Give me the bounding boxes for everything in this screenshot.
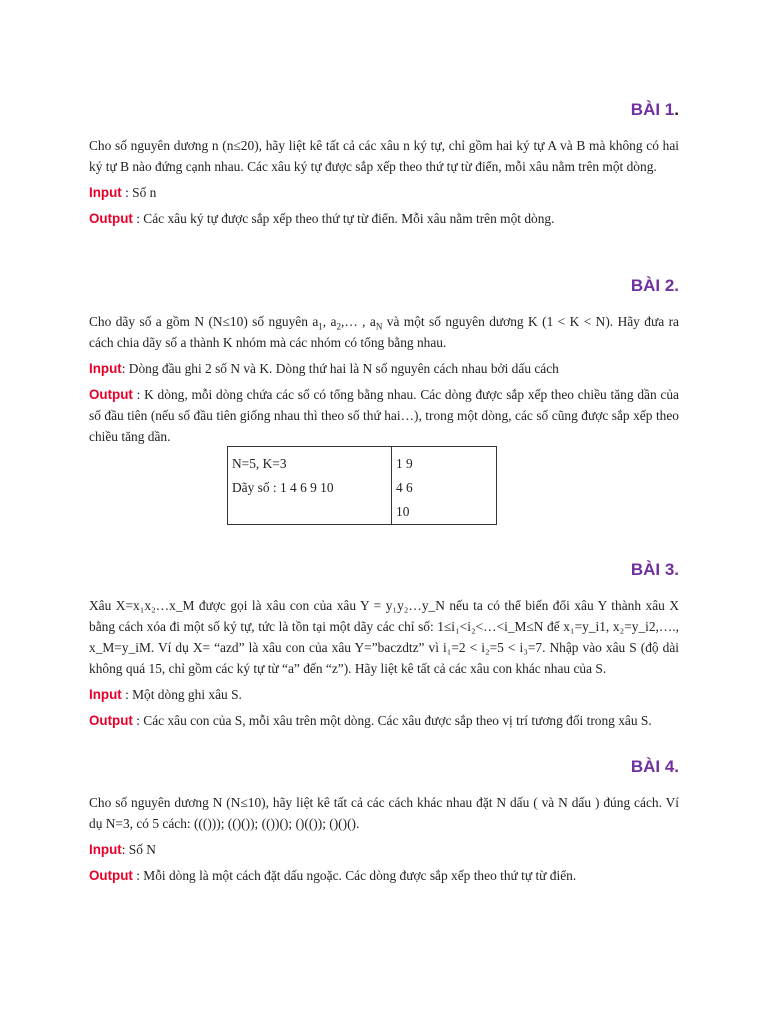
input-label: Input [89, 842, 122, 857]
input-spec: Input: Số N [89, 842, 156, 857]
output-label: Output [89, 387, 133, 402]
section-heading: BÀI 4. [630, 757, 679, 776]
input-label: Input [89, 185, 122, 200]
section-bai-1 [89, 99, 679, 229]
output-spec: Output : Các xâu con của S, mỗi xâu trên một dòng. Các xâu được sắp theo vị trí tương đối trong xâu S. [89, 713, 652, 728]
example-table [227, 446, 497, 525]
input-spec: Input: Dòng đầu ghi 2 số N và K. Dòng thứ hai là N số nguyên cách nhau bởi dấu cách [89, 361, 559, 376]
input-label: Input [89, 687, 122, 702]
section-heading: BÀI 2. [630, 276, 679, 295]
section-heading: BÀI 3. [630, 560, 679, 579]
output-spec: Output : Mỗi dòng là một cách đặt dấu ngoặc. Các dòng được sắp xếp theo thứ tự từ điển. [89, 868, 577, 883]
example-input-cell: N=5, K=3 Dãy số : 1 4 6 9 10 [228, 447, 392, 525]
problem-description: Cho dãy số a gồm N (N≤10) số nguyên $a_1$, $a_2,\dots$ , $a_N$ và một số nguyên dương K (1 < K < N). Hãy đưa ra cách chia dãy số a thành K nhóm mà các nhóm có tổng bằng nhau. [89, 314, 679, 350]
section-bai-2 [89, 275, 679, 447]
output-label: Output [89, 713, 133, 728]
input-spec: Input : Số n [89, 185, 157, 200]
section-bai-4 [89, 756, 679, 886]
problem-description: Cho số nguyên dương n (n≤20), hãy liệt kê tất cả các xâu n ký tự, chỉ gồm hai ký tự A và B mà không có hai ký tự B nào đứng cạnh nhau. Các xâu ký tự được sắp xếp theo thứ tự từ điển, mỗi xâu nằm trên một dòng. [89, 138, 679, 174]
output-spec: Output : K dòng, mỗi dòng chứa các số có tổng bằng nhau. Các dòng được sắp xếp theo chiều tăng dần của số đầu tiên (nếu số đầu tiên giống nhau thì theo số thứ hai…), trong một dòng, các số cũng được sắp xếp theo chiều tăng dần. [89, 387, 679, 444]
problem-description: Xâu X=x₁x₂…x_M được gọi là xâu con của xâu Y = y₁y₂…y_N nếu ta có thể biến đổi xâu Y thành xâu X bằng cách xóa đi một số ký tự, tức là tồn tại một dãy các chỉ số: 1≤i₁<i₂<…<i_M≤N để x₁=y_i1, x₂=y_i2,…., x_M=y_iM. Ví dụ X= “azd” là xâu con của xâu Y=”baczdtz” vì i₁=2 < i₂=5 < i₃=7. Nhập vào xâu S (độ dài không quá 15, chỉ gồm các ký tự từ “a” đến “z”). Hãy liệt kê tất cả các xâu con khác nhau của S. [89, 598, 679, 676]
output-label: Output [89, 868, 133, 883]
problem-description: Cho số nguyên dương N (N≤10), hãy liệt kê tất cả các cách khác nhau đặt N dấu ( và N dấu ) đúng cách. Ví dụ N=3, có 5 cách: ((())); (()()); (())(); ()(()); ()()(). [89, 795, 679, 831]
section-bai-3 [89, 559, 679, 731]
example-output-cell: 1 9 4 6 10 [392, 447, 497, 525]
output-spec: Output : Các xâu ký tự được sắp xếp theo thứ tự từ điển. Mỗi xâu nằm trên một dòng. [89, 211, 555, 226]
section-heading: BÀI 1. [630, 100, 679, 119]
input-spec: Input : Một dòng ghi xâu S. [89, 687, 242, 702]
input-label: Input [89, 361, 122, 376]
output-label: Output [89, 211, 133, 226]
